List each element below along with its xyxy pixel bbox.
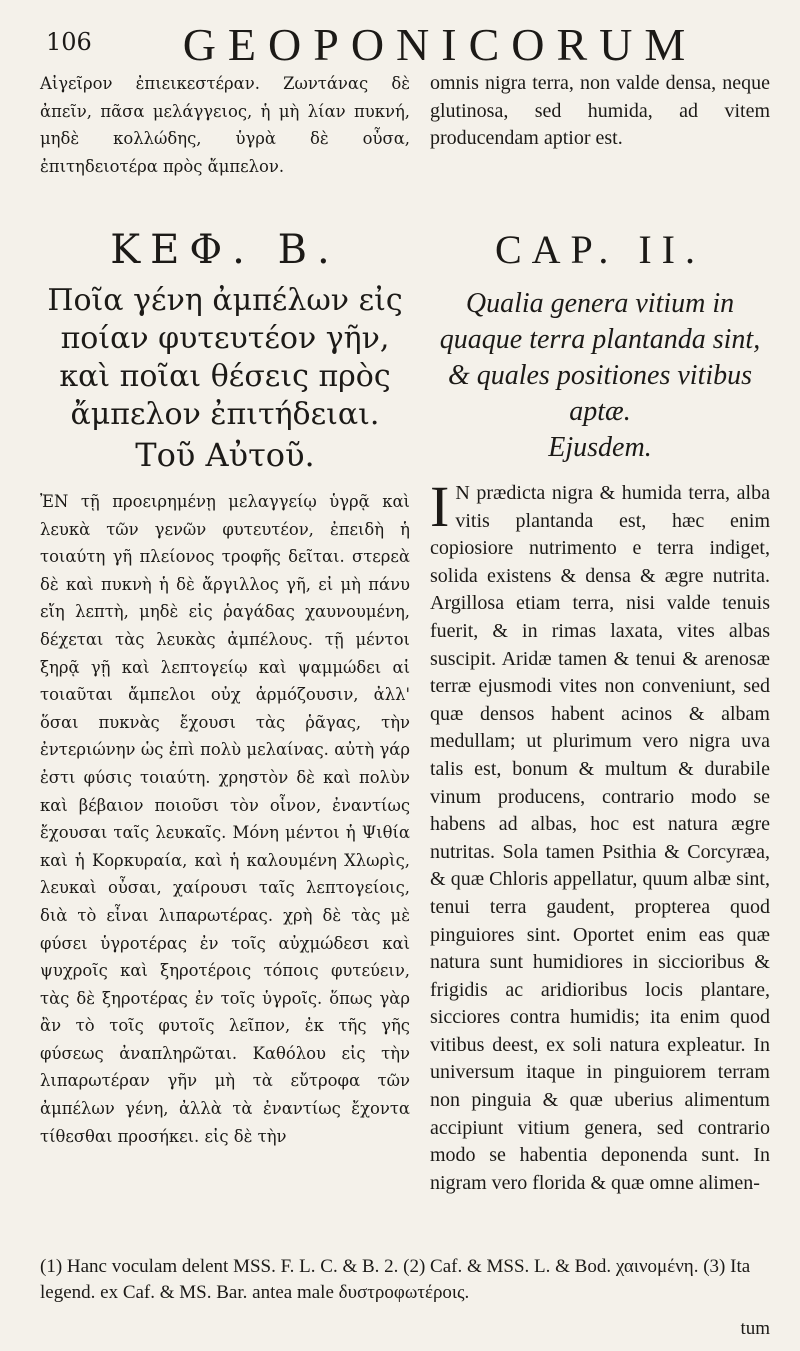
drop-capital: I <box>430 474 450 539</box>
greek-column <box>40 70 410 1150</box>
running-title: GEOPONICORUM <box>182 19 698 70</box>
latin-column <box>430 70 770 1197</box>
greek-heading-author: Τοῦ Αὐτοῦ. <box>135 436 315 474</box>
greek-heading-title: Ποῖα γένη ἀμπέλων εἰς ποίαν φυτευτέον γῆν, καὶ ποῖαι θέσεις πρὸς ἄμπελον ἐπιτήδειαι. <box>47 283 403 432</box>
latin-body-text: N prædicta nigra & humida terra, alba vitis plantanda est, hæc enim copiosiore nutrimento e terra indiget, solida existens & densa & ægre nutrita. Argillosa etiam terra, nisi valde tenuis fuerit, & in rimas laxata, vites albas suscipit. Aridæ tamen & tenui & arenosæ terræ ejusmodi vites non conveniunt, sed quæ densos habent acinos & albam medullam; ut plurimum vero nigra uva talis est, bonum & multum & durabile vinum producens, contrario modo se habens ad albas, hoc est natura ægre nutritas. Sola tamen Psithia & Corcyræa, & quæ Chloris appellatur, quum albæ sint, tenui terra gaudent, propterea quod pinguiores sint. Oportet enim eas quæ natura sunt humidiores in siccioribus & frigidis ac aridioribus locis plantare, sicciores contra humidis; ita enim quod vitibus deest, ex soli natura expleatur. In universum itaque in pinguiorem terram non pinguia & quæ uberius alimentum accipiunt vitium genera, sed contrario modo se habentia deponenda sunt. In nigram vero florida & quæ omne alimen- <box>430 482 770 1194</box>
latin-chapter-heading <box>430 286 770 466</box>
latin-heading-title: Qualia genera vitium in quaque terra plantanda sint, & quales positiones vitibus aptæ. <box>439 288 761 427</box>
greek-intro-text: Αἰγεῖρον ἐπιεικεστέραν. Ζωντάνας δὲ ἀπεῖν, πᾶσα μελάγγειος, ἡ μὴ λίαν πυκνή, μηδὲ κολλώδης, ὑγρὰ δὲ οὖσα, ἐπιτηδειοτέρα πρὸς ἄμπελον. <box>40 74 410 176</box>
latin-heading-author: Ejusdem. <box>548 432 652 463</box>
latin-intro-text: omnis nigra terra, non valde densa, neque glutinosa, sed humida, ad vitem producendam aptior est. <box>430 72 770 150</box>
footnote-1: (1) Hanc voculam delent MSS. F. L. C. & B. 2. <box>40 1256 399 1277</box>
book-page <box>40 0 770 1351</box>
page-header <box>40 14 770 70</box>
greek-body-text: ἘΝ τῇ προειρημένῃ μελαγγείῳ ὑγρᾷ καὶ λευκὰ τῶν γενῶν φυτευτέον, ἐπειδὴ ἡ τοιαύτη γῆ πλείονος τροφῆς δεῖται. στερεὰ δὲ καὶ πυκνὴ ἡ δὲ ἄργιλλος γῆ, εἰ μὴ πάνυ εἴη λεπτὴ, μηδὲ εἰς ῥαγάδας χαυνουμένη, δέχεται τὰς λευκὰς ἀμπέλους. τῇ μέντοι ξηρᾷ γῇ καὶ λεπτογείῳ καὶ ψαμμώδει αἱ τοιαῦται ἄμπελοι οὐχ ἁρμόζουσιν, ἀλλ' ὅσαι πυκνὰς ἔχουσι τὰς ῥᾶγας, τὴν ἐντεριώνην ὡς ἐπὶ πολὺ μελαίνας. αὐτὴ γάρ ἐστι φύσις τοιαύτη. χρηστὸν δὲ καὶ πολὺν καὶ βέβαιον ποιοῦσι τὸν οἶνον, ἐναντίως ἔχουσαι ταῖς λευκαῖς. Μόνη μέντοι ἡ Ψιθία καὶ ἡ Κορκυραία, καὶ ἡ καλουμένη Χλωρὶς, λευκαὶ οὖσαι, χαίρουσι ταῖς λεπτογείοις, διὰ τὸ εἶναι λιπαρωτέρας. χρὴ δὲ τὰς μὲ φύσει ὑγροτέρας ἐν τοῖς αὐχμώδεσι καὶ ψυχροῖς καὶ ξηροτέροις τόποις φυτεύειν, τὰς δὲ ξηροτέρας ἐν τοῖς ὑγροῖς. ὅπως γὰρ ἂν τὸ τοῖς φυτοῖς λεῖπον, ἐκ τῆς γῆς φύσεως ἀναπληρῶται. Καθόλου εἰς τὴν λιπαρωτέραν γῆν μὴ τὰ εὔτροφα τῶν ἀμπέλων γένη, ἀλλὰ τὰ ἐναντίως ἔχοντα τίθεσθαι προσήκει. εἰς δὲ τὴν <box>40 492 410 1146</box>
footnote-2: (2) Caf. & MSS. L. & Bod. χαινομένη. <box>403 1256 699 1277</box>
footnotes <box>40 1254 770 1306</box>
greek-chapter-label: ΚΕΦ. Β. <box>110 227 340 273</box>
greek-chapter-heading <box>40 282 410 474</box>
catchword: tum <box>740 1318 770 1339</box>
latin-chapter-label: CAP. II. <box>494 227 706 272</box>
footnote-3: (3) Ita legend. ex Caf. & MS. Bar. antea male δυστροφωτέροις. <box>40 1256 751 1303</box>
page-number: 106 <box>46 28 92 56</box>
latin-body <box>430 474 770 1197</box>
